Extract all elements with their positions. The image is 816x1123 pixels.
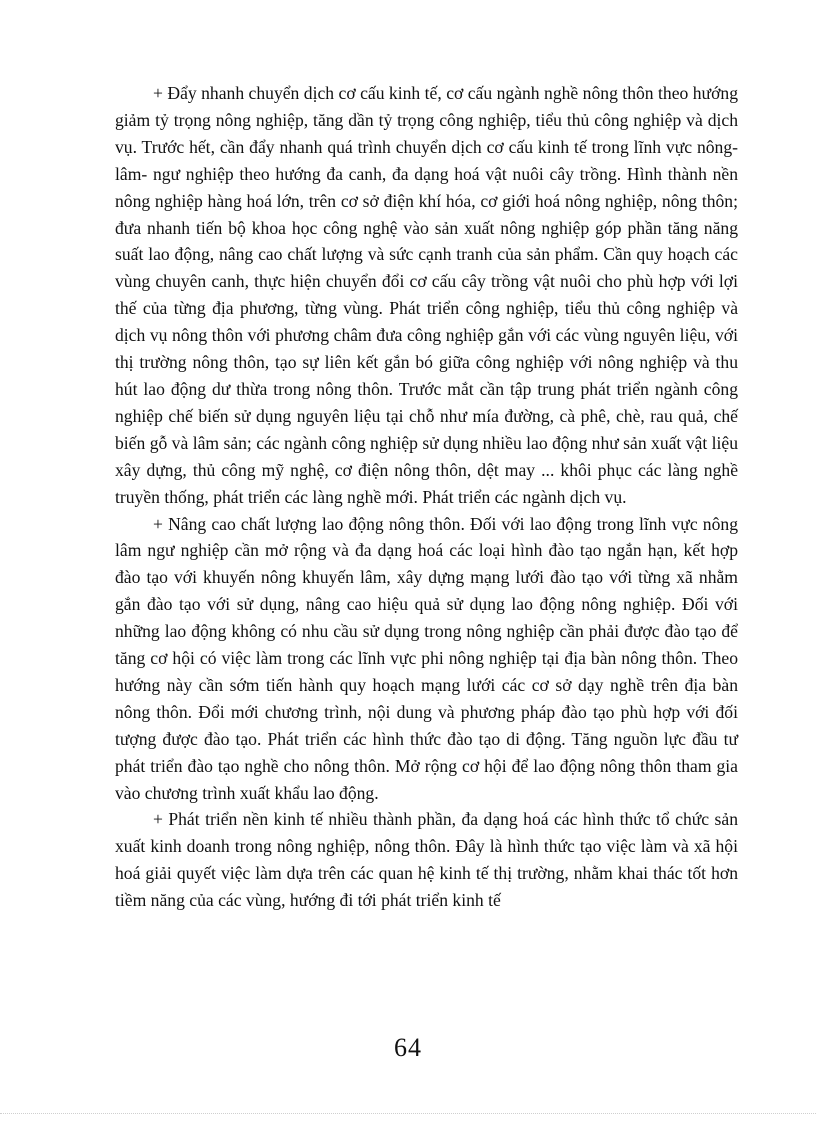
page-number: 64 <box>394 1033 422 1062</box>
body-text <box>115 80 738 914</box>
footer-divider <box>0 1113 816 1114</box>
paragraph-multi-sector-economy: + Phát triển nền kinh tế nhiều thành phần, đa dạng hoá các hình thức tổ chức sản xuất kinh doanh trong nông nghiệp, nông thôn. Đây là hình thức tạo việc làm và xã hội hoá giải quyết việc làm dựa trên các quan hệ kinh tế thị trường, nhằm khai thác tốt hơn tiềm năng của các vùng, hướng đi tới phát triển kinh tế <box>115 809 738 911</box>
paragraph-labor-quality: + Nâng cao chất lượng lao động nông thôn. Đối với lao động trong lĩnh vực nông lâm ngư nghiệp cần mở rộng và đa dạng hoá các loại hình đào tạo ngắn hạn, kết hợp đào tạo với khuyến nông khuyến lâm, xây dựng mạng lưới đào tạo với từng xã nhằm gắn đào tạo với sử dụng, nâng cao hiệu quả sử dụng lao động nông nghiệp. Đối với những lao động không có nhu cầu sử dụng trong nông nghiệp cần phải được đào tạo để tăng cơ hội có việc làm trong các lĩnh vực phi nông nghiệp tại địa bàn nông thôn. Theo hướng này cần sớm tiến hành quy hoạch mạng lưới các cơ sở dạy nghề trên địa bàn nông thôn. Đổi mới chương trình, nội dung và phương pháp đào tạo phù hợp với đối tượng được đào tạo. Phát triển các hình thức đào tạo di động. Tăng nguồn lực đầu tư phát triển đào tạo nghề cho nông thôn. Mở rộng cơ hội để lao động nông thôn tham gia vào chương trình xuất khẩu lao động. <box>115 513 738 803</box>
paragraph-economic-restructuring: + Đẩy nhanh chuyển dịch cơ cấu kinh tế, cơ cấu ngành nghề nông thôn theo hướng giảm tỷ trọng nông nghiệp, tăng dần tỷ trọng công nghiệp, tiểu thủ công nghiệp và dịch vụ. Trước hết, cần đẩy nhanh quá trình chuyển dịch cơ cấu kinh tế trong lĩnh vực nông- lâm- ngư nghiệp theo hướng đa canh, đa dạng hoá vật nuôi cây trồng. Hình thành nền nông nghiệp hàng hoá lớn, trên cơ sở điện khí hóa, cơ giới hoá nông nghiệp, nông thôn; đưa nhanh tiến bộ khoa học công nghệ vào sản xuất nông nghiệp góp phần tăng năng suất lao động, nâng cao chất lượng và sức cạnh tranh của sản phẩm. Cần quy hoạch các vùng chuyên canh, thực hiện chuyển đổi cơ cấu cây trồng vật nuôi cho phù hợp với lợi thế của từng địa phương, từng vùng. Phát triển công nghiệp, tiểu thủ công nghiệp và dịch vụ nông thôn với phương châm đưa công nghiệp gắn với các vùng nguyên liệu, với thị trường nông thôn, tạo sự liên kết gắn bó giữa công nghiệp với nông nghiệp và thu hút lao động dư thừa trong nông thôn. Trước mắt cần tập trung phát triển ngành công nghiệp chế biến sử dụng nguyên liệu tại chỗ như mía đường, cà phê, chè, rau quả, chế biến gỗ và lâm sản; các ngành công nghiệp sử dụng nhiều lao động như sản xuất vật liệu xây dựng, thủ công mỹ nghệ, cơ điện nông thôn, dệt may ... khôi phục các làng nghề truyền thống, phát triển các làng nghề mới. Phát triển các ngành dịch vụ. <box>115 83 738 507</box>
